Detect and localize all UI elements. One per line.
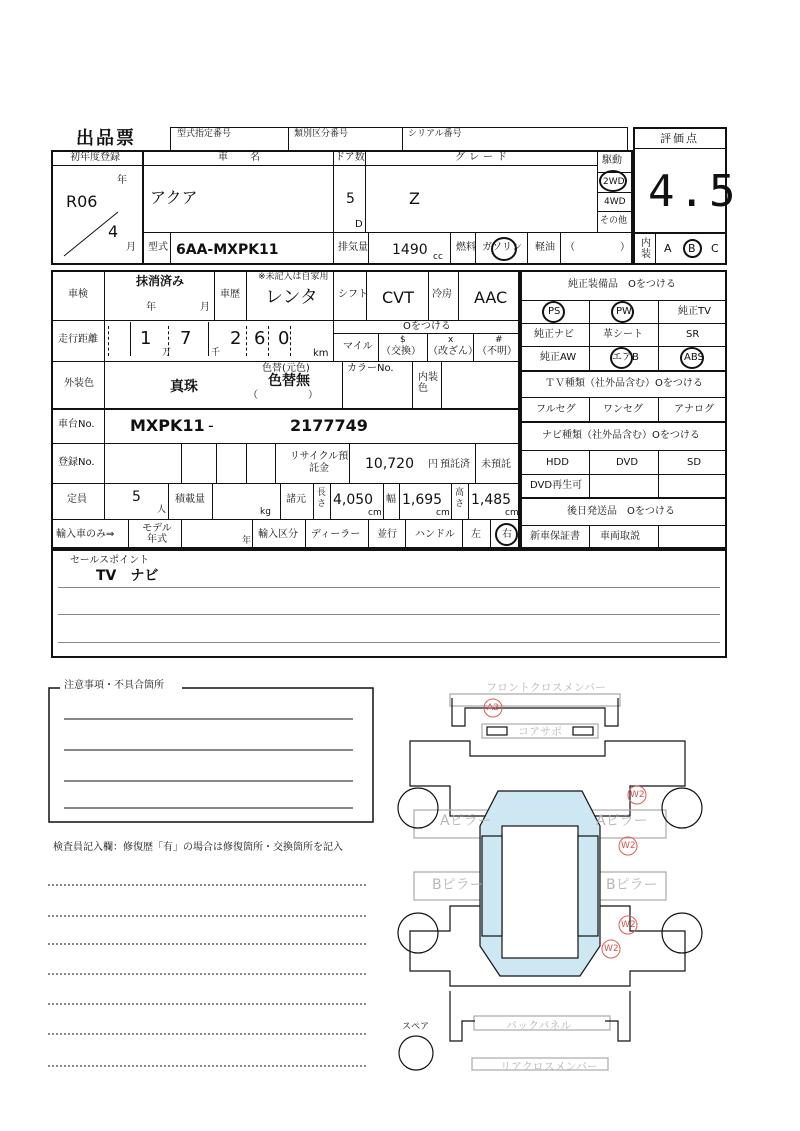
divider [181,443,182,483]
divider [275,443,276,483]
serial-label: シリアル番号 [408,129,462,139]
ruled-line [58,614,720,615]
width-label: 幅 [386,494,396,505]
model-code-label: 型式指定番号 [177,129,232,139]
divider [520,421,727,423]
divider [560,232,561,265]
month-unit: 月 [126,242,136,253]
selected-circle [495,523,518,546]
recycle-deposited: 預託済 [440,459,470,470]
doors-value: 5 [346,191,355,207]
equip-item: PW [616,306,632,317]
color-change-value: 色替無 [268,373,310,389]
year-unit: 年 [117,175,127,186]
core-support-label: コアサポ [518,725,562,738]
spec-label: 諸元 [286,494,306,505]
man-unit: 万 [162,348,172,358]
divider [589,525,590,549]
shift-label: シフト [338,289,368,300]
sen-unit: 千 [211,348,221,358]
divider [633,148,727,149]
selected-circle [491,237,517,261]
length-value: 4,050 [333,492,374,508]
divider [330,483,331,519]
history-label: 車歴 [220,289,240,300]
inspector-label: 検査員記入欄：修復歴「有」の場合は修復箇所・交換箇所を記入 [53,842,343,853]
equip-item: ABS [684,352,704,363]
interior-b: B [688,242,696,255]
km-unit: km [313,348,329,359]
recycle-value: 10,720 [365,456,414,472]
divider [520,497,727,499]
sales-point-value: TV ナビ [96,568,159,584]
divider [402,127,403,150]
handle-right: 右 [502,529,512,540]
divider [280,483,281,519]
divider [104,270,105,519]
inspection-month: 月 [200,302,210,313]
selected-circle [599,170,627,192]
divider [520,397,727,398]
color-change-paren: （ ） [248,390,318,401]
selected-circle [680,347,704,369]
divider [128,519,129,549]
divider [368,519,369,549]
equip-item: 純正TV [678,306,711,317]
divider [378,333,379,361]
selected-circle [611,301,634,323]
mileage-label: 走行距離 [58,334,98,345]
divider [520,525,727,526]
navi-item: SD [687,457,702,468]
doors-label: ドア数 [335,152,365,163]
inspection-label: 車検 [68,289,88,300]
later-item: 車両取説 [600,531,640,542]
spare-label: スペア [402,1022,430,1032]
diagonal-slash [60,210,130,260]
inspection-year: 年 [146,302,156,313]
chassis-number: 2177749 [290,416,368,435]
interior-color-label: 内装色 [418,372,438,394]
divider [252,519,253,549]
cm-unit: cm [505,508,519,518]
divider [451,483,452,519]
chassis-dash: - [208,416,214,435]
recycle-undeposited: 未預託 [481,459,511,470]
divider [288,127,289,150]
divider [246,443,247,483]
model-year-label: モデル年式 [142,523,172,545]
import-type-label: 輸入区分 [258,529,298,540]
unknown-option: （不明） [477,346,517,357]
divider [51,483,520,484]
capacity-unit: 人 [157,505,167,515]
reg-no-label: 登録No. [58,457,95,468]
divider [51,361,520,362]
inspection-value: 抹消済み [136,274,185,288]
divider [520,323,727,324]
damage-mark: A2 [487,703,499,713]
divider [51,165,597,166]
navi-item: DVD [616,457,639,468]
interior-label: 内装 [641,238,651,260]
equip-item: エアB [612,352,639,363]
color-change-label: 色替(元色) [262,363,310,374]
divider [333,270,334,321]
first-reg-label: 初年度登録 [70,152,120,163]
ac-value: AAC [474,288,508,307]
ruled-line [58,587,720,588]
color-no-label: カラーNo. [347,363,394,374]
drive-label: 駆動 [602,155,622,166]
recycle-unit: 円 [428,459,438,470]
divider [342,361,343,409]
unknown-symbol: # [495,335,503,345]
divider [365,150,366,232]
handle-label: ハンドル [415,529,455,540]
damage-mark: W2 [621,841,636,851]
drive-2wd: 2WD [603,177,625,187]
handle-left: 左 [471,529,481,540]
divider [475,443,476,483]
divider [589,450,590,497]
parallel-option: 並行 [377,529,397,540]
divider [520,450,727,451]
divider [349,443,350,483]
car-name-label: 車 名 [218,152,266,163]
mileage-digit: 7 [180,328,192,349]
divider [333,150,334,232]
front-cross-label: フロントクロスメンバー [486,681,607,694]
a-pillar-label: Aピラー [440,813,492,829]
dvd-play: DVD再生可 [530,480,583,491]
exchange-symbol: $ [400,335,406,345]
displacement-label: 排気量 [338,242,368,253]
divider [428,270,429,321]
selected-circle [542,301,565,323]
first-reg-year: R06 [66,192,98,211]
divider [313,483,314,519]
drive-other: その他 [600,216,628,226]
divider [450,232,451,265]
equipment-title: 純正装備品 Oをつける [568,279,676,290]
divider [589,300,590,370]
caution-box [48,684,374,826]
width-value: 1,695 [402,492,443,508]
divider [181,519,182,549]
capacity-label: 定員 [67,494,87,505]
navi-title: ナビ種類（社外品含む）Oをつける [542,430,700,441]
divider [51,408,520,410]
color-value: 真珠 [170,379,198,395]
navi-item: HDD [546,457,569,468]
fuel-gasoline: ガソリン [482,242,522,253]
divider [655,232,656,265]
divider [383,483,384,519]
mile-option: マイル [343,341,373,352]
car-name: アクア [150,188,198,207]
cc-unit: cc [433,252,443,262]
altered-symbol: x [448,335,454,345]
ruled-line [58,642,720,643]
divider [520,370,727,372]
import-label: 輸入車のみ⇒ [56,529,115,540]
tv-item: フルセグ [536,404,576,415]
divider [462,519,463,549]
grade-label: グレード [455,152,511,163]
mileage-digit: 1 [140,328,152,349]
divider [168,483,169,519]
cm-unit: cm [368,508,382,518]
mileage-digit: 6 [254,328,266,349]
cm-unit: cm [436,508,450,518]
equip-item: 革シート [603,329,643,340]
dealer-option: ディーラー [311,529,361,540]
divider [658,397,659,421]
doors-d: D [355,219,363,230]
divider [333,320,334,361]
fuel-diesel: 軽油 [535,242,555,253]
divider [458,270,459,321]
rear-cross-label: リアクロスメンバー [500,1060,598,1073]
length-label: 長さ [317,488,327,509]
chassis-prefix: MXPK11 [130,416,205,435]
exchange-option: （交換） [381,346,421,357]
load-label: 積載量 [175,494,205,505]
divider [597,150,598,232]
chassis-label: 車台No. [58,419,95,430]
equip-item: 純正AW [540,352,577,363]
sheet-title: 出品票 [76,128,136,149]
grade-value: Z [409,189,420,208]
history-note: ※未記入は自家用 [258,272,329,282]
fuel-label: 燃料 [456,242,476,253]
b-pillar-label: Bピラー [432,877,484,893]
color-label: 外装色 [64,378,94,389]
first-reg-month: 4 [108,222,119,241]
load-unit: kg [260,507,271,517]
a-pillar-label: Aピラー [596,813,648,829]
divider [368,232,369,265]
class-code-label: 類別区分番号 [294,129,349,139]
history-value: レンタ [265,287,318,308]
mileage-digit: 0 [278,328,290,349]
tv-item: アナログ [674,404,714,415]
divider [142,150,144,265]
interior-c: C [711,242,719,255]
recycle-label: リサイクル預託金 [289,451,349,474]
divider [597,192,633,193]
header-code-box [170,127,628,151]
shift-value: CVT [382,288,414,307]
divider [170,232,171,265]
caution-label: 注意事項・不具合箇所 [64,680,164,691]
altered-option: （改ざん） [428,346,478,357]
selected-circle [610,347,633,369]
later-item: 新車保証書 [530,531,580,542]
divider [527,232,528,265]
divider [333,232,334,265]
drive-4wd: 4WD [604,197,626,207]
fuel-paren-open: （ [565,242,575,253]
divider [441,361,442,409]
divider [658,300,659,370]
model-year-unit: 年 [242,536,252,546]
divider [214,270,215,320]
divider [490,519,491,549]
capacity-value: 5 [132,489,141,505]
equip-item: 純正ナビ [534,329,574,340]
equip-item: SR [686,329,700,340]
tv-item: ワンセグ [603,404,643,415]
height-value: 1,485 [471,492,512,508]
back-panel-label: バックパネル [506,1019,572,1032]
equip-item: PS [548,306,561,317]
divider [658,525,659,549]
divider [212,483,213,519]
divider [305,519,306,549]
later-title: 後日発送品 Oをつける [567,506,675,517]
tv-title: ＴＶ種類（社外品含む）Oをつける [545,378,703,389]
selected-circle [683,239,702,258]
model-label: 型式 [148,242,168,253]
interior-a: A [664,242,672,255]
divider [51,519,520,520]
divider [468,483,469,519]
divider [399,483,400,519]
b-pillar-label: Bピラー [606,877,658,893]
divider [589,397,590,421]
score-label: 評価点 [660,132,699,145]
fuel-paren-close: ） [620,242,630,253]
damage-mark: W2 [604,944,619,954]
inspector-lines [46,880,370,1070]
divider [520,474,727,475]
divider [216,443,217,483]
divider [246,270,247,320]
displacement-value: 1490 [392,242,428,258]
mileage-digit: 2 [230,328,242,349]
divider [658,450,659,497]
divider [405,519,406,549]
divider [412,361,413,409]
divider [51,443,520,444]
divider [597,211,633,212]
model-value: 6AA-MXPK11 [176,242,279,258]
score-value: 4.5 [648,166,740,217]
circle-note: Oをつける [403,321,451,332]
damage-mark: W2 [630,790,645,800]
ac-label: 冷房 [432,289,452,300]
height-label: 高さ [455,488,465,509]
sales-point-label: セールスポイント [70,555,150,566]
damage-mark: W2 [621,920,636,930]
